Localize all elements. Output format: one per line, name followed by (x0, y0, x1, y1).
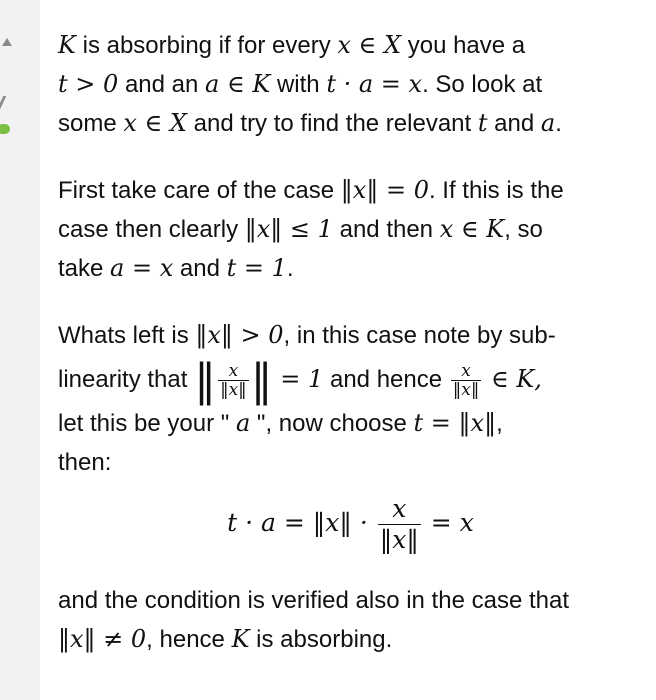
text: , (496, 410, 503, 437)
text: and try to find the relevant (187, 110, 478, 137)
text-line (58, 65, 643, 104)
math: t = ‖x‖ (413, 409, 497, 437)
text-line (58, 171, 643, 210)
paragraph-positive-case (58, 316, 643, 482)
text: and the condition is verified also in the case that (58, 587, 569, 614)
text: First take care of the case (58, 177, 341, 204)
text-line (58, 210, 643, 249)
paragraph-zero-case (58, 171, 643, 288)
math: ‖x‖ > 0 (195, 321, 284, 349)
text: . So look at (422, 71, 543, 98)
text: let this be your " (58, 410, 236, 437)
check-mark-icon (0, 96, 14, 110)
text-line (58, 104, 643, 143)
fraction-denominator: ‖x‖ (220, 380, 247, 401)
math: a = x (110, 254, 174, 282)
fraction (378, 494, 421, 555)
math: K (58, 31, 76, 59)
fraction-numerator: x (228, 361, 239, 382)
text: is absorbing. (249, 626, 393, 653)
math: t · a = ‖x‖ · (227, 508, 376, 538)
math: x ∈ X (337, 31, 402, 59)
text: linearity that (58, 366, 195, 393)
text-line (58, 443, 643, 482)
text-line (58, 620, 643, 659)
text: and an (118, 71, 206, 98)
text: with (270, 71, 327, 98)
text-line (58, 26, 643, 65)
answer-body (58, 26, 643, 687)
math: x ∈ X (123, 109, 188, 137)
text: and (487, 110, 541, 137)
text-line (58, 404, 643, 443)
math: x ∈ K (439, 215, 505, 243)
text-line (58, 316, 643, 355)
text: some (58, 110, 124, 137)
text: , in this case note by sub- (283, 322, 556, 349)
text: . (555, 110, 562, 137)
text: Whats left is (58, 322, 196, 349)
text: and then (332, 216, 440, 243)
text: . If this is the (428, 177, 564, 204)
arrow-up-icon (2, 38, 12, 46)
fraction-denominator: ‖x‖ (452, 380, 480, 401)
math: t · a = x (326, 70, 423, 98)
text: , so (504, 216, 543, 243)
fraction-numerator: x (461, 361, 471, 382)
text: ", now choose (250, 410, 414, 437)
text: take (58, 255, 111, 282)
math: a (235, 409, 251, 437)
fraction (451, 362, 482, 399)
norm-bar-right: ‖ (250, 354, 273, 406)
math: = 1 (272, 365, 324, 393)
text-line (58, 581, 643, 620)
text-line (58, 355, 643, 404)
fraction-denominator: ‖x‖ (379, 525, 419, 554)
text: is absorbing if for every (75, 32, 338, 59)
text: , hence (146, 626, 232, 653)
accepted-badge-icon (0, 124, 10, 134)
math: ‖x‖ ≤ 1 (244, 215, 333, 243)
math: a (540, 109, 556, 137)
fraction-numerator: x (392, 494, 407, 523)
math: ∈ K, (483, 365, 542, 393)
norm-bar-left: ‖ (194, 354, 217, 406)
math: K (231, 625, 250, 653)
text: . (286, 255, 294, 282)
math: t = 1 (226, 254, 287, 282)
math: ‖x‖ ≠ 0 (58, 625, 147, 653)
paragraph-definition (58, 26, 643, 143)
text: and (173, 255, 227, 282)
display-equation (58, 494, 643, 555)
text: and hence (323, 366, 449, 393)
math: t (477, 109, 488, 137)
math: a ∈ K (205, 70, 271, 98)
text: then: (58, 449, 112, 476)
text-line (58, 249, 643, 288)
math: t > 0 (58, 70, 119, 98)
left-gutter (0, 0, 40, 700)
text: you have a (401, 32, 526, 59)
text: case then clearly (58, 216, 245, 243)
math: ‖x‖ = 0 (340, 176, 429, 204)
math: = x (422, 508, 474, 538)
paragraph-conclusion (58, 581, 643, 659)
fraction (218, 362, 249, 399)
